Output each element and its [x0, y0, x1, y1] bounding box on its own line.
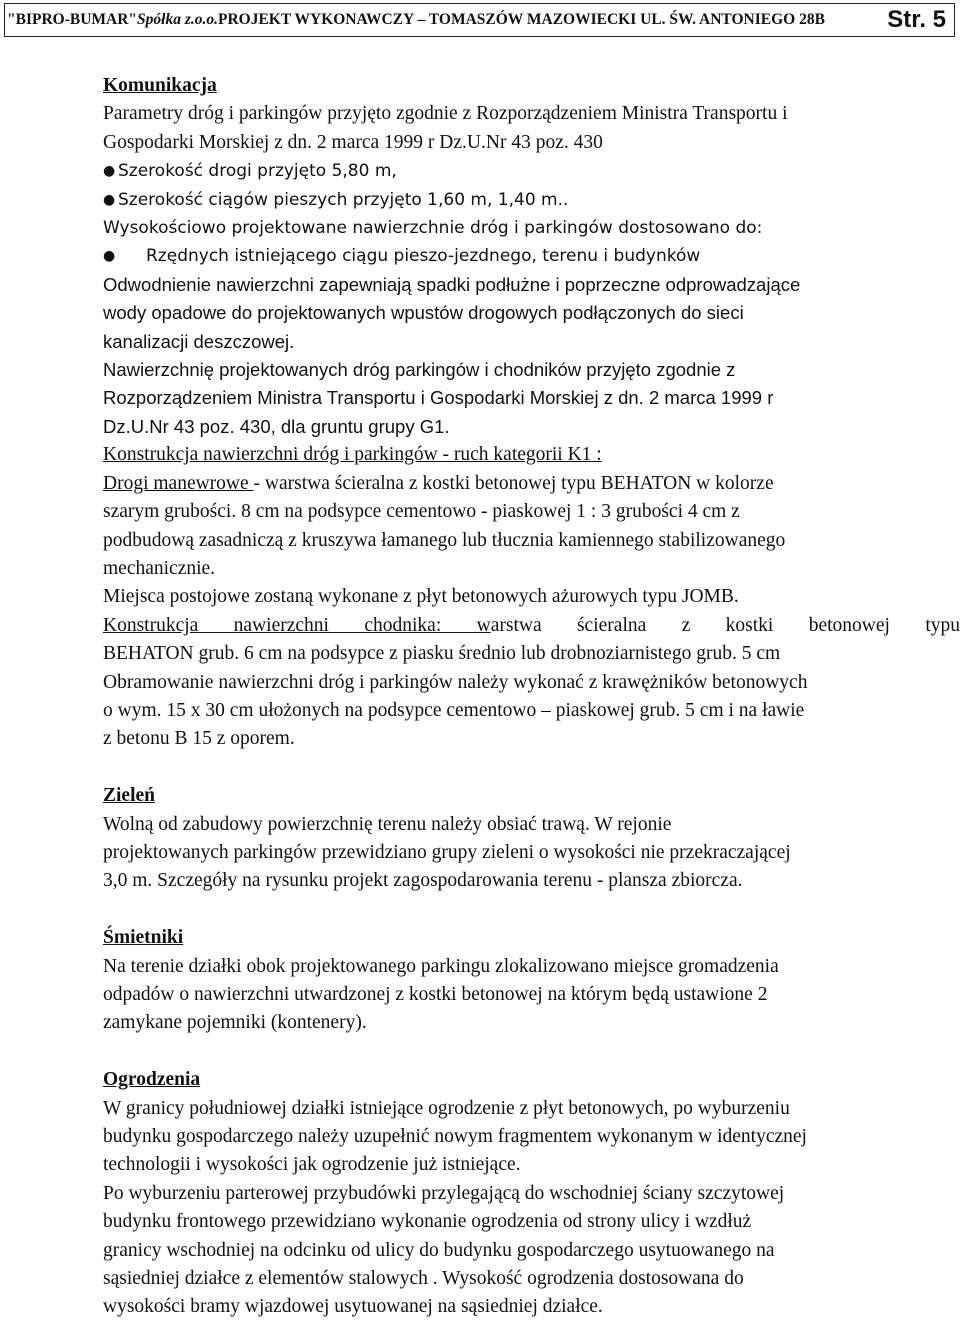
section-heading-smietniki: Śmietniki	[103, 927, 184, 949]
bullet-text: Szerokość ciągów pieszych przyjęto 1,60 m, 1,40 m..	[118, 189, 569, 210]
paragraph-line: Wysokościowo projektowane nawierzchnie dróg i parkingów dostosowano do:	[103, 218, 763, 239]
drogi-label: Drogi manewrowe	[103, 472, 254, 494]
spacer	[103, 1038, 960, 1066]
page-header	[4, 3, 955, 37]
bullet-item	[103, 157, 960, 185]
paragraph-line: budynku frontowego przewidziano wykonanie ogrodzenia od strony ulicy i wzdłuż	[103, 1211, 752, 1233]
paragraph-line: wysokości bramy wjazdowej usytuowanej na sąsiedniej działce.	[103, 1296, 603, 1318]
spacer	[103, 896, 960, 924]
paragraph-line: mechanicznie.	[103, 557, 216, 579]
bullet-icon: ●	[103, 248, 116, 265]
paragraph-line: Gospodarki Morskiej z dn. 2 marca 1999 r Dz.U.Nr 43 poz. 430	[103, 131, 603, 153]
paragraph-line: 3,0 m. Szczegóły na rysunku projekt zagospodarowania terenu - plansza zbiorcza.	[103, 870, 743, 892]
paragraph-line: granicy wschodniej na odcinku od ulicy do budynku gospodarczego usytuowanego na	[103, 1239, 775, 1261]
paragraph-line: wody opadowe do projektowanych wpustów drogowych podłączonych do sieci	[103, 302, 744, 324]
header-project: PROJEKT WYKONAWCZY – TOMASZÓW MAZOWIECKI UL. ŚW. ANTONIEGO 28B	[217, 11, 825, 28]
paragraph-line	[103, 612, 960, 640]
paragraph-line: Parametry dróg i parkingów przyjęto zgodnie z Rozporządzeniem Ministra Transportu i	[103, 103, 788, 125]
paragraph-line: BEHATON grub. 6 cm na podsypce z piasku średnio lub drobnoziarnistego grub. 5 cm	[103, 643, 781, 665]
bullet-text: Rzędnych istniejącego ciągu pieszo-jezdnego, terenu i budynków	[146, 246, 701, 267]
paragraph-line: zamykane pojemniki (kontenery).	[103, 1012, 367, 1034]
paragraph-line: Obramowanie nawierzchni dróg i parkingów należy wykonać z krawężników betonowych	[103, 671, 808, 693]
paragraph-line: kanalizacji deszczowej.	[103, 330, 295, 352]
paragraph-line: Odwodnienie nawierzchni zapewniają spadki podłużne i poprzeczne odprowadzające	[103, 273, 801, 295]
subheading-konstrukcja-drog: Konstrukcja nawierzchni dróg i parkingów - ruch kategorii K1 :	[103, 444, 602, 466]
section-heading-komunikacja: Komunikacja	[103, 75, 217, 96]
paragraph-line: z betonu B 15 z oporem.	[103, 728, 295, 750]
drogi-text: - warstwa ścieralna z kostki betonowej typu BEHATON w kolorze	[253, 472, 774, 494]
paragraph-line: budynku gospodarczego należy uzupełnić nowym fragmentem wykonanym w identycznej	[103, 1125, 807, 1147]
bullet-icon: ●	[103, 191, 116, 208]
paragraph-line: Nawierzchnię projektowanych dróg parkingów i chodników przyjęto zgodnie z	[103, 359, 736, 381]
paragraph-line	[103, 470, 960, 498]
page-number: Str. 5	[887, 6, 946, 33]
paragraph-line: szarym grubości. 8 cm na podsypce cementowo - piaskowej 1 : 3 grubości 4 cm z	[103, 501, 740, 523]
chodnik-text: arstwa ścieralna z kostki betonowej typu	[490, 614, 960, 636]
paragraph-line: technologii i wysokości jak ogrodzenie już istniejące.	[103, 1154, 521, 1176]
paragraph-line: Na terenie działki obok projektowanego parkingu zlokalizowano miejsce gromadzenia	[103, 955, 779, 977]
bullet-icon: ●	[103, 163, 116, 180]
paragraph-line: odpadów o nawierzchni utwardzonej z kostki betonowej na którym będą ustawione 2	[103, 983, 768, 1005]
section-heading-zielen: Zieleń	[103, 785, 155, 807]
chodnik-label: Konstrukcja nawierzchni chodnika: w	[103, 614, 491, 636]
paragraph-line: Wolną od zabudowy powierzchnię terenu należy obsiać trawą. W rejonie	[103, 813, 672, 835]
bullet-text: Szerokość drogi przyjęto 5,80 m,	[118, 161, 397, 182]
paragraph-line: W granicy południowej działki istniejące ogrodzenie z płyt betonowych, po wyburzeniu	[103, 1097, 790, 1119]
bullet-item	[103, 186, 960, 214]
spacer	[103, 754, 960, 782]
document-body	[103, 72, 960, 1322]
paragraph-line: sąsiedniej działce z elementów stalowych . Wysokość ogrodzenia dostosowana do	[103, 1268, 744, 1290]
paragraph-line: Po wyburzeniu parterowej przybudówki przylegającą do wschodniej ściany szczytowej	[103, 1182, 785, 1204]
header-company: "BIPRO-BUMAR"	[7, 11, 138, 28]
paragraph-line: Miejsca postojowe zostaną wykonane z płyt betonowych ażurowych typu JOMB.	[103, 586, 739, 608]
section-heading-ogrodzenia: Ogrodzenia	[103, 1069, 201, 1091]
paragraph-line: projektowanych parkingów przewidziano grupy zieleni o wysokości nie przekraczającej	[103, 841, 791, 863]
paragraph-line: o wym. 15 x 30 cm ułożonych na podsypce cementowo – piaskowej grub. 5 cm i na ławie	[103, 699, 805, 721]
paragraph-line: podbudową zasadniczą z kruszywa łamanego lub tłucznia kamiennego stabilizowanego	[103, 529, 786, 551]
header-company-type: Spółka z.o.o.	[137, 11, 218, 28]
paragraph-line: Rozporządzeniem Ministra Transportu i Gospodarki Morskiej z dn. 2 marca 1999 r	[103, 387, 774, 409]
paragraph-line: Dz.U.Nr 43 poz. 430, dla gruntu grupy G1.	[103, 415, 450, 437]
bullet-item	[103, 242, 960, 270]
